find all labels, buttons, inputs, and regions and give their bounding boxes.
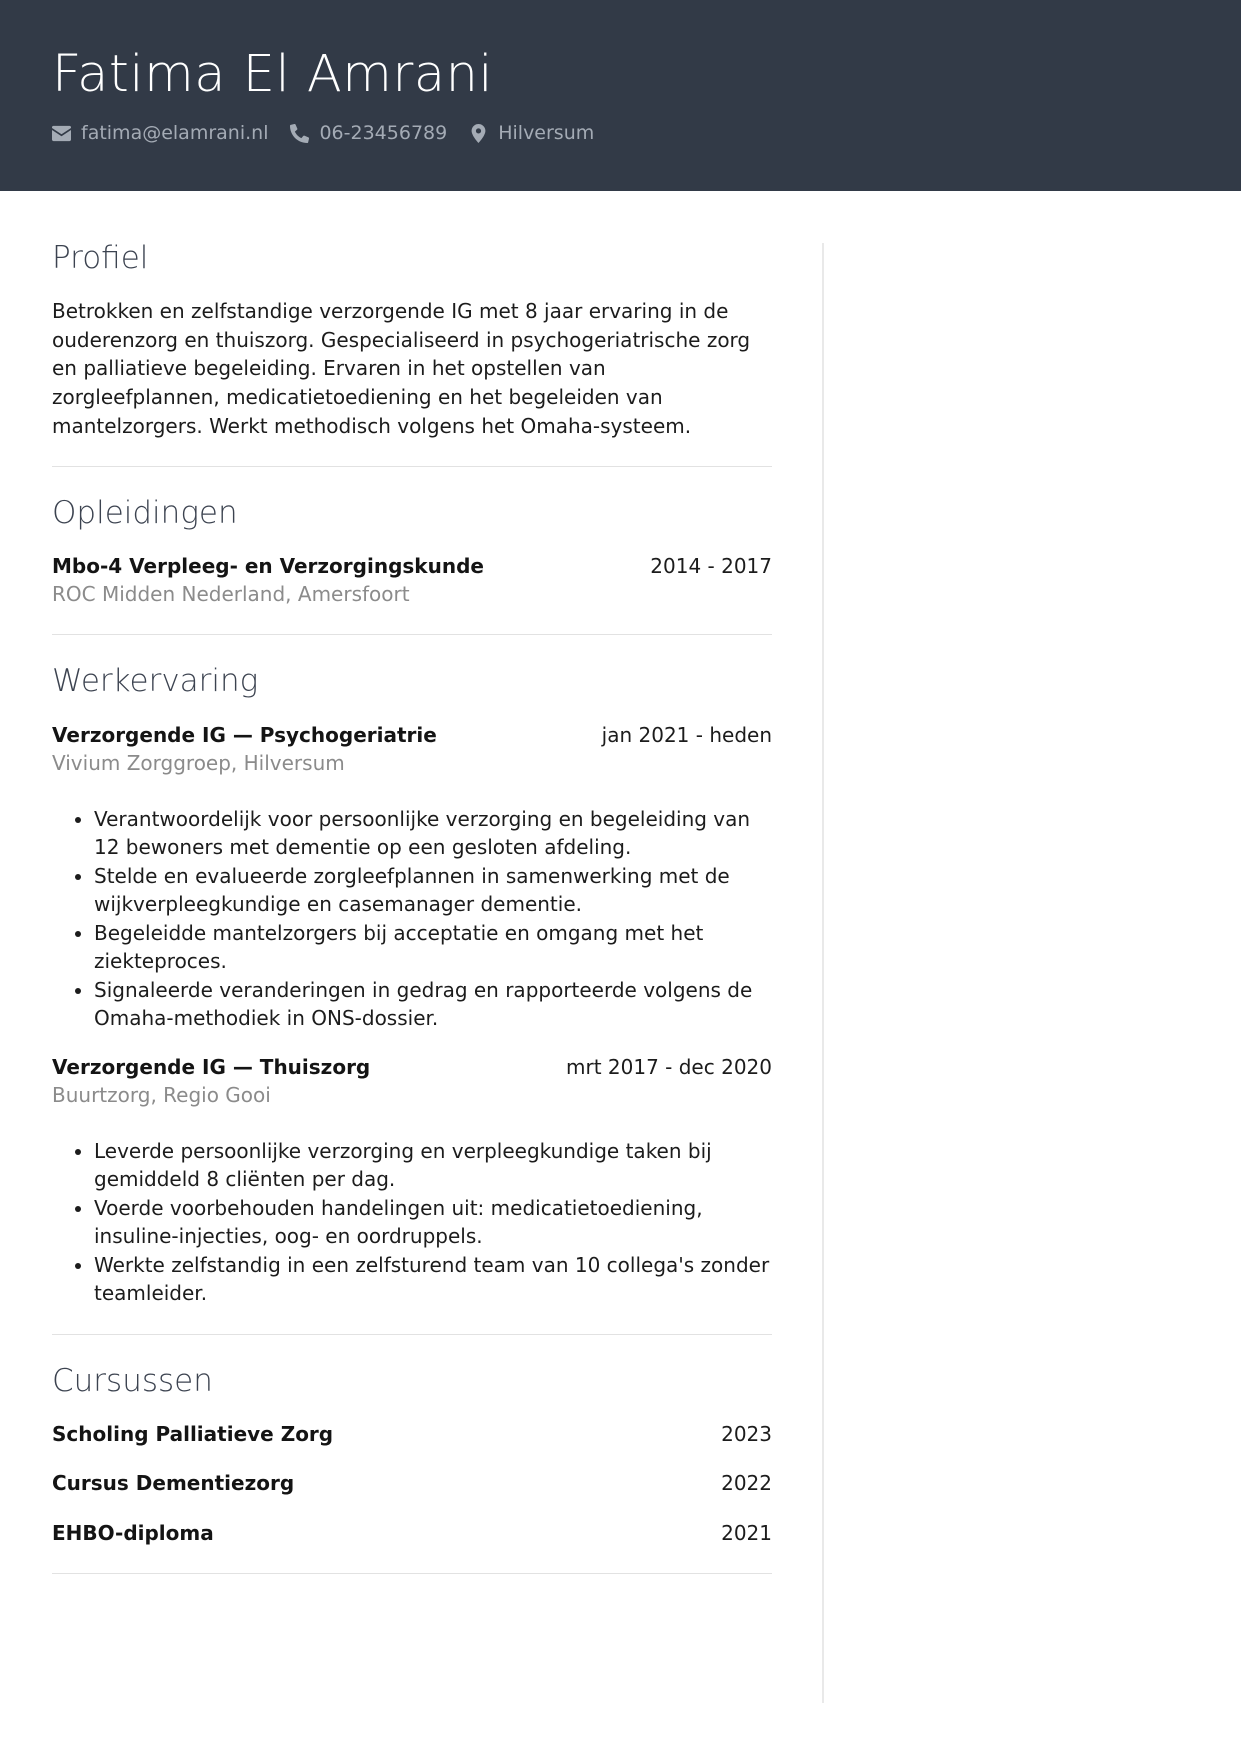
education-institution: ROC Midden Nederland, Amersfoort <box>52 582 410 607</box>
job-title: Verzorgende IG — Psychogeriatrie <box>52 722 437 747</box>
course-row <box>52 1420 772 1448</box>
job-entry <box>52 1053 772 1308</box>
job-bullets <box>52 1137 772 1308</box>
job-bullet: • Begeleidde mantelzorgers bij acceptatie en omgang met het ziekteproces. <box>94 919 772 976</box>
course-title: Scholing Palliatieve Zorg <box>52 1421 334 1446</box>
job-bullet: • Signaleerde veranderingen in gedrag en rapporteerde volgens de Omaha-methodiek in ONS-dossier. <box>94 976 772 1033</box>
location-text: Hilversum <box>498 122 595 144</box>
phone-icon <box>290 124 319 143</box>
course-year: 2022 <box>721 1471 772 1496</box>
job-bullet: • Leverde persoonlijke verzorging en verpleegkundige taken bij gemiddeld 8 cliënten per dag. <box>94 1137 772 1194</box>
job-bullet: • Stelde en evalueerde zorgleefplannen in samenwerking met de wijkverpleegkundige en casemanager dementie. <box>94 862 772 919</box>
profile-heading: Profiel <box>52 240 149 276</box>
header <box>0 0 1241 191</box>
email-text: fatima@elamrani.nl <box>81 122 269 144</box>
experience-heading: Werkervaring <box>52 663 259 700</box>
job-entry <box>52 721 772 1033</box>
envelope-icon <box>52 124 81 143</box>
job-date: jan 2021 - heden <box>601 722 772 747</box>
profile-text: Betrokken en zelfstandige verzorgende IG met 8 jaar ervaring in de ouderenzorg en thuiszorg. Gespecialiseerd in psychogeriatrische zorg en palliatieve begeleiding. Ervaren in het opstellen van zorgleefplannen, medicatietoediening en het begeleiden van mantelzorgers. Werkt methodisch volgens het Omaha-systeem. <box>52 299 751 438</box>
course-row <box>52 1469 772 1497</box>
courses-section <box>52 1363 772 1574</box>
job-bullets <box>52 805 772 1033</box>
job-title: Verzorgende IG — Thuiszorg <box>52 1054 371 1079</box>
contact-location <box>469 122 594 144</box>
profile-section <box>52 240 772 467</box>
education-entry <box>52 552 772 608</box>
job-bullet: • Werkte zelfstandig in een zelfsturend team van 10 collega's zonder teamleider. <box>94 1251 772 1308</box>
job-bullet: • Voerde voorbehouden handelingen uit: medicatietoediening, insuline-injecties, oog- en oordruppels. <box>94 1194 772 1251</box>
candidate-name: Fatima El Amrani <box>52 45 494 104</box>
course-title: EHBO-diploma <box>52 1520 214 1545</box>
column-divider <box>822 243 824 1703</box>
job-employer: Vivium Zorggroep, Hilversum <box>52 750 345 775</box>
contact-phone[interactable] <box>290 122 447 144</box>
phone-text: 06-23456789 <box>319 122 448 144</box>
education-date: 2014 - 2017 <box>650 554 772 579</box>
education-section <box>52 495 772 635</box>
education-title: Mbo-4 Verpleeg- en Verzorgingskunde <box>52 554 484 579</box>
contact-info <box>52 122 616 144</box>
job-date: mrt 2017 - dec 2020 <box>566 1054 772 1079</box>
courses-heading: Cursussen <box>52 1362 213 1399</box>
contact-email[interactable] <box>52 122 268 144</box>
main-column <box>52 240 772 1602</box>
course-year: 2023 <box>721 1421 772 1446</box>
job-bullet: • Verantwoordelijk voor persoonlijke verzorging en begeleiding van 12 bewoners met dementie op een gesloten afdeling. <box>94 805 772 862</box>
experience-section <box>52 663 772 1334</box>
course-year: 2021 <box>721 1520 772 1545</box>
course-title: Cursus Dementiezorg <box>52 1471 295 1496</box>
map-pin-icon <box>469 124 498 143</box>
course-row <box>52 1519 772 1547</box>
job-employer: Buurtzorg, Regio Gooi <box>52 1082 271 1107</box>
education-heading: Opleidingen <box>52 495 238 532</box>
